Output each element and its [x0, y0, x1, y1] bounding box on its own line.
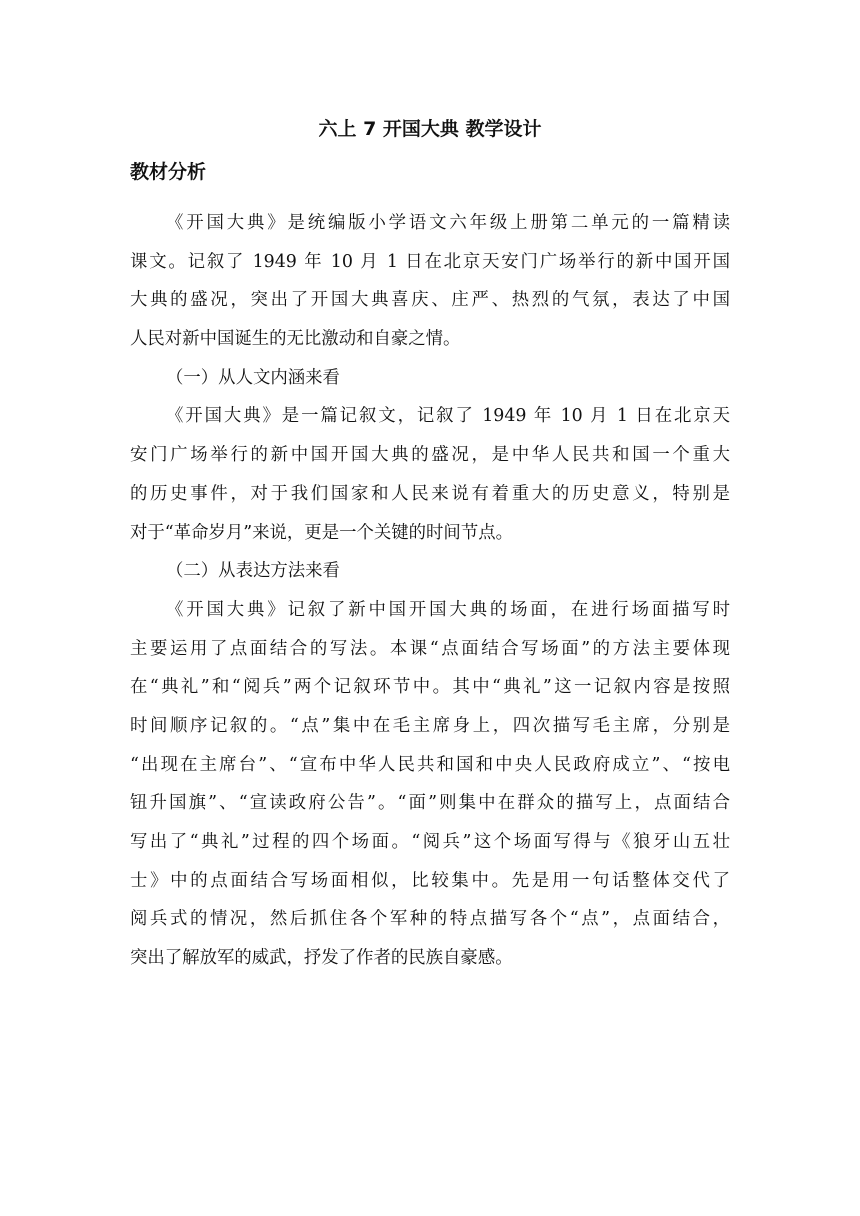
paragraph-line: 的历史事件，对于我们国家和人民来说有着重大的历史意义，特别是 [130, 483, 730, 504]
paragraph-line: 《开国大典》是一篇记叙文，记叙了 1949 年 10 月 1 日在北京天 [166, 406, 730, 427]
document-body [130, 204, 730, 978]
paragraph-line: 突出了解放军的威武，抒发了作者的民族自豪感。 [130, 948, 513, 969]
paragraph-line: 时间顺序记叙的。“点”集中在毛主席身上，四次描写毛主席，分别是 [130, 715, 730, 736]
document-title: 六上 7 开国大典 教学设计 [318, 118, 542, 140]
paragraph-line: 在“典礼”和“阅兵”两个记叙环节中。其中“典礼”这一记叙内容是按照 [130, 677, 730, 698]
paragraph-line: 《开国大典》记叙了新中国开国大典的场面，在进行场面描写时 [166, 599, 730, 620]
paragraph-line: 阅兵式的情况，然后抓住各个军种的特点描写各个“点”，点面结合， [130, 909, 730, 930]
paragraph-line: 钮升国旗”、“宣读政府公告”。“面”则集中在群众的描写上，点面结合 [130, 793, 730, 814]
paragraph-line: 士》中的点面结合写场面相似，比较集中。先是用一句话整体交代了 [130, 870, 730, 891]
paragraph-line: 写出了“典礼”过程的四个场面。“阅兵”这个场面写得与《狼牙山五壮 [130, 832, 730, 852]
paragraph-line: 课文。记叙了 1949 年 10 月 1 日在北京天安门广场举行的新中国开国 [130, 251, 730, 272]
paragraph-line: 对于“革命岁月”来说，更是一个关键的时间节点。 [130, 522, 513, 543]
paragraph-line: 安门广场举行的新中国开国大典的盛况，是中华人民共和国一个重大 [130, 445, 730, 466]
subheading-expression: （二）从表达方法来看 [166, 561, 340, 582]
paragraph-line: 《开国大典》是统编版小学语文六年级上册第二单元的一篇精读 [166, 213, 730, 233]
section-heading: 教材分析 [130, 161, 207, 183]
paragraph-line: “出现在主席台”、“宣布中华人民共和国和中央人民政府成立”、“按电 [130, 754, 730, 775]
subheading-humanistic: （一）从人文内涵来看 [166, 367, 340, 388]
paragraph-line: 大典的盛况，突出了开国大典喜庆、庄严、热烈的气氛，表达了中国 [130, 290, 730, 311]
paragraph-line: 主要运用了点面结合的写法。本课“点面结合写场面”的方法主要体现 [130, 638, 730, 659]
paragraph-line: 人民对新中国诞生的无比激动和自豪之情。 [130, 329, 461, 350]
